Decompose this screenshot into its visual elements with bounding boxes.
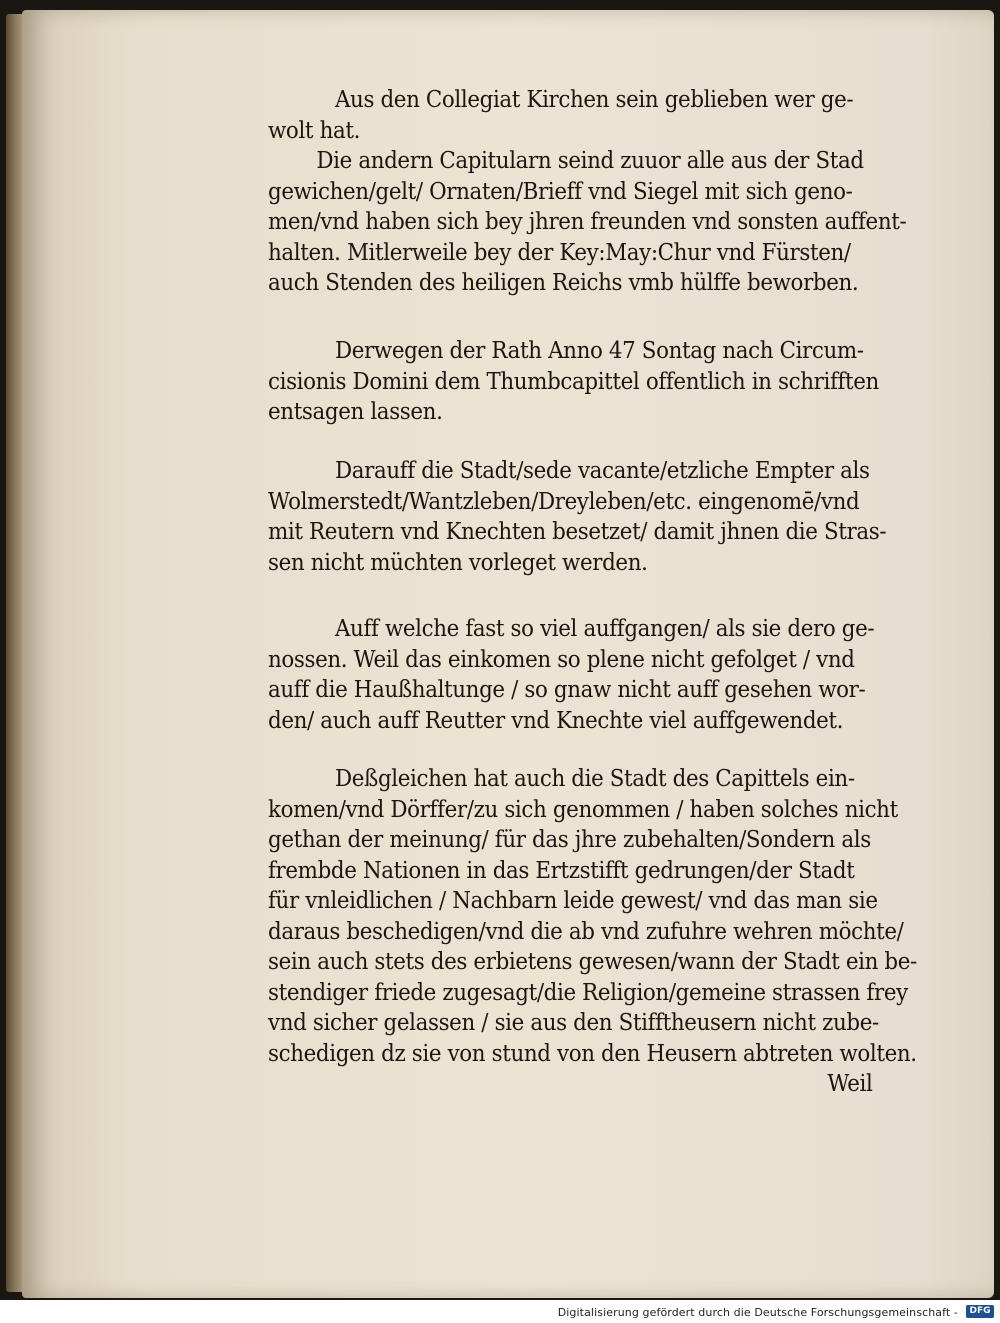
text-line: gewichen/gelt/ Ornaten/Brieff vnd Siegel mit sich geno- — [268, 178, 853, 205]
text-line: Die andern Capitularn seind zuuor alle aus der Stad — [316, 148, 864, 174]
text-line: vnd sicher gelassen / sie aus den Stifftheusern nicht zube- — [268, 1010, 879, 1036]
text-line: für vnleidlichen / Nachbarn leide gewest/ vnd das man sie — [268, 888, 878, 914]
text-line: frembde Nationen in das Ertzstifft gedrungen/der Stadt — [268, 857, 855, 884]
text-line: Darauff die Stadt/sede vacante/etzliche Empter als — [334, 458, 870, 484]
paragraph-2 — [268, 146, 907, 299]
text-line: Derwegen der Rath Anno 47 Sontag nach Circum- — [334, 338, 864, 364]
text-line: sein auch stets des erbietens gewesen/wann der Stadt ein be- — [268, 949, 917, 975]
footer-credit: Digitalisierung gefördert durch die Deutsche Forschungsgemeinschaft - — [557, 1306, 958, 1319]
catchword: Weil — [827, 1071, 873, 1097]
text-line: schedigen dz sie von stund von den Heusern abtreten wolten. — [268, 1040, 917, 1067]
footer-bar — [0, 1300, 1000, 1323]
text-line: daraus beschedigen/vnd die ab vnd zufuhre wehren möchte/ — [268, 918, 904, 945]
paragraph-6 — [268, 764, 917, 1100]
text-line: mit Reutern vnd Knechten besetzet/ damit jhnen die Stras- — [268, 519, 887, 545]
text-line: cisionis Domini dem Thumbcapittel offentlich in schrifften — [268, 368, 879, 395]
text-line: gethan der meinung/ für das jhre zubehalten/Sondern als — [268, 827, 871, 853]
text-line: men/vnd haben sich bey jhren freunden vnd sonsten auffent- — [268, 209, 907, 235]
text-line: entsagen lassen. — [268, 399, 443, 425]
paragraph-3 — [268, 336, 879, 428]
text-line: nossen. Weil das einkomen so plene nicht gefolget / vnd — [268, 646, 855, 673]
text-line: halten. Mitlerweile bey der Key:May:Chur vnd Fürsten/ — [268, 239, 851, 266]
text-line: den/ auch auff Reutter vnd Knechte viel auffgewendet. — [268, 707, 844, 734]
text-line: wolt hat. — [268, 117, 361, 144]
text-line: Wolmerstedt/Wantzleben/Dreyleben/etc. eingenomē/vnd — [268, 488, 860, 515]
text-line: auch Stenden des heiligen Reichs vmb hülffe beworben. — [268, 270, 859, 296]
text-line: Deßgleichen hat auch die Stadt des Capittels ein- — [334, 766, 855, 792]
text-line: stendiger friede zugesagt/die Religion/gemeine strassen frey — [268, 979, 908, 1006]
paragraph-5 — [268, 614, 873, 736]
text-line: sen nicht müchten vorleget werden. — [268, 549, 648, 576]
paragraph-4 — [268, 456, 887, 578]
dfg-logo: DFG — [966, 1305, 994, 1318]
text-line: Auff welche fast so viel auffgangen/ als sie dero ge- — [334, 616, 875, 642]
text-line: komen/vnd Dörffer/zu sich genommen / haben solches nicht — [268, 796, 898, 823]
text-line: Aus den Collegiat Kirchen sein geblieben wer ge- — [334, 87, 854, 113]
text-line: auff die Haußhaltunge / so gnaw nicht auff gesehen wor- — [268, 677, 866, 703]
paragraph-1 — [268, 85, 873, 146]
